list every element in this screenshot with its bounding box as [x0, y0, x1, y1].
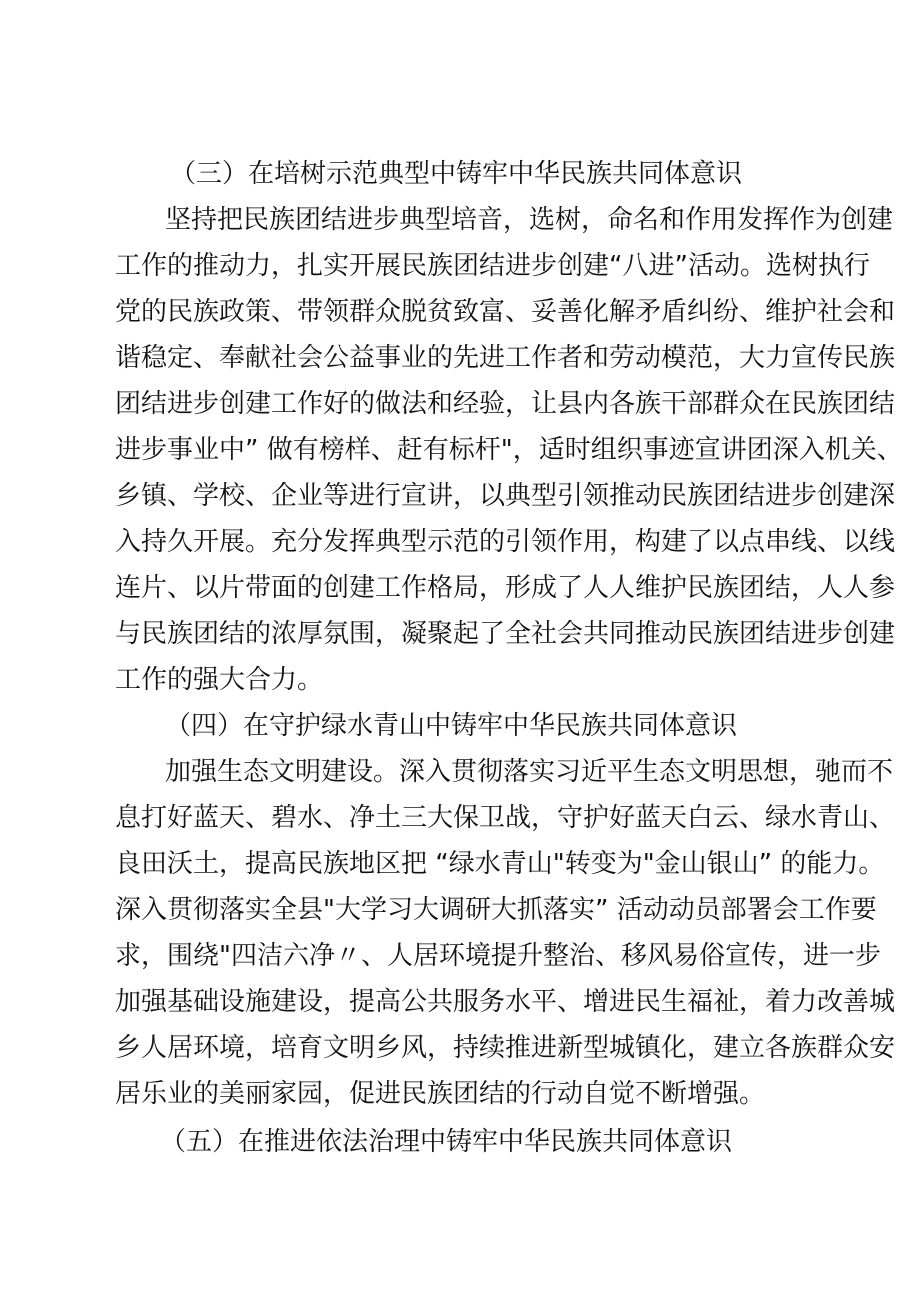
paragraph-line: 团结进步创建工作好的做法和经验，让县内各族干部群众在民族团结 — [115, 389, 896, 419]
paragraph-line: 乡人居环境，培育文明乡风，持续推进新型城镇化，建立各族群众安 — [115, 1033, 896, 1063]
paragraph-line: 连片、以片带面的创建工作格局，形成了人人维护民族团结，人人参 — [115, 573, 896, 603]
paragraph-line: 与民族团结的浓厚氛围，凝聚起了全社会共同推动民族团结进步创建 — [115, 619, 896, 649]
paragraph-line: 良田沃土，提高民族地区把 “绿水青山"转变为"金山银山” 的能力。 — [115, 849, 885, 879]
paragraph-line: 党的民族政策、带领群众脱贫致富、妥善化解矛盾纠纷、维护社会和 — [115, 297, 896, 327]
paragraph-line: 工作的强大合力。 — [115, 665, 324, 695]
paragraph-line: 入持久开展。充分发挥典型示范的引领作用，构建了以点串线、以线 — [115, 527, 896, 557]
paragraph-line: 进步事业中” 做有榜样、赶有标杆"，适时组织事迹宣讲团深入机关、 — [115, 435, 903, 465]
section-heading-4: （四）在守护绿水青山中铸牢中华民族共同体意识 — [165, 711, 738, 741]
paragraph-line: 息打好蓝天、碧水、净土三大保卫战，守护好蓝天白云、绿水青山、 — [115, 803, 896, 833]
section-heading-5: （五）在推进依法治理中铸牢中华民族共同体意识 — [160, 1127, 733, 1157]
paragraph-line: 深入贯彻落实全县"大学习大调研大抓落实” 活动动员部署会工作要 — [115, 895, 877, 925]
paragraph-line: 加强生态文明建设。深入贯彻落实习近平生态文明思想，驰而不 — [165, 757, 894, 787]
paragraph-line: 谐稳定、奉献社会公益事业的先进工作者和劳动模范，大力宣传民族 — [115, 343, 896, 373]
paragraph-line: 坚持把民族团结进步典型培音，选树，命名和作用发挥作为创建 — [165, 205, 894, 235]
section-heading-3: （三）在培树示范典型中铸牢中华民族共同体意识 — [170, 159, 743, 189]
paragraph-line: 居乐业的美丽家园，促进民族团结的行动自觉不断增强。 — [115, 1079, 766, 1109]
paragraph-line: 乡镇、学校、企业等进行宣讲，以典型引领推动民族团结进步创建深 — [115, 481, 896, 511]
paragraph-line: 加强基础设施建设，提高公共服务水平、增进民生福祉，着力改善城 — [115, 987, 896, 1017]
paragraph-line: 求，围绕"四洁六净〃、人居环境提升整治、移风易俗宣传，进一步 — [115, 941, 881, 971]
paragraph-line: 工作的推动力，扎实开展民族团结进步创建“八进”活动。选树执行 — [115, 251, 870, 281]
